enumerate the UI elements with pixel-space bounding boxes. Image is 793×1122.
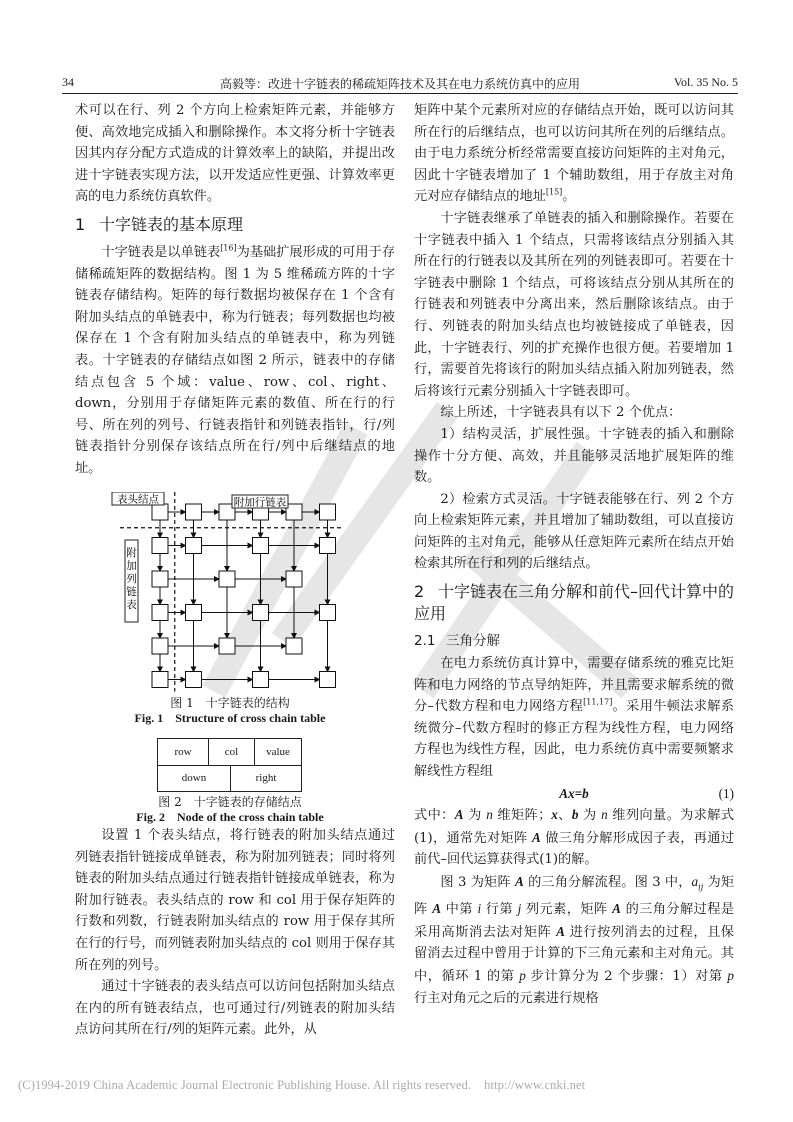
text-run: 为 — [578, 808, 602, 824]
paragraph-summary: 综上所述，十字链表具有以下 2 个优点： — [440, 405, 682, 421]
cross-chain-diagram — [110, 492, 350, 692]
page-number: 34 — [62, 75, 74, 89]
intro-paragraph-end: 术可以在行、列 2 个方向上检索矩阵元素，并能够方便、高效地完成插入和删除操作。本文将分析十字链表因其内存分配方式造成的计算效率上的缺陷，并提出改进十字链表实现方法，以开发适应性更强、计算效率更高的电力系统仿真软件。 — [75, 103, 395, 205]
citation-ref: [16] — [220, 243, 237, 253]
figure-1-caption-en: Fig. 1 Structure of cross chain table — [134, 711, 326, 725]
math-var: i — [477, 901, 482, 917]
node-fields-row-1 — [158, 739, 301, 766]
math-var: a — [691, 874, 699, 889]
section-2-title: 十字链表在三角分解和前代–回代计算中的应用 — [414, 582, 735, 624]
section-2-1-heading — [414, 631, 734, 651]
header-node — [152, 504, 168, 520]
text-run: 为基础扩展形成的可用于存储稀疏矩阵的数据结构。图 1 为 5 维稀疏方阵的十字链表存储结构。矩阵的每行数据均被保存在 1 个含有附加头结点的单链表中，称为行链表；每列数据也均被保存在 1 个含有附加头结点的单链表中，称为列链表。十字链表的存储结点如图 2 所示，链表中的存储结点包含 5 个域：value、row、col、right、down，分别用于存储矩阵元素的数值、所在行的行号、所在列的列号、行链表指针和列链表指针，行/列链表指针分别保存该结点所在行/列中后继结点的地址。 — [75, 244, 396, 476]
col-list-label-char: 链 — [126, 586, 137, 598]
col-list-label-char: 加 — [126, 560, 137, 572]
text-run: 。采用牛顿法求解系统微分–代数方程时的修正方程为线性方程，电力网络方程也为线性方程，因此，电力系统仿真中需要频繁求解线性方程组 — [414, 699, 735, 780]
math-var: n — [601, 807, 608, 823]
text-run: 维列向量。为求解式(1)，通常先对矩阵 — [414, 808, 735, 846]
figure-1 — [110, 492, 350, 725]
row-list-label: 附加行链表 — [233, 496, 287, 509]
col-list-label — [126, 546, 137, 611]
math-var: p — [727, 968, 734, 984]
column-head-node — [186, 504, 202, 520]
row-head-node — [152, 672, 168, 688]
text-run: 做三角分解形成因子表，再通过前代–回代运算获得式(1)的解。 — [414, 830, 734, 868]
text-run: 的三角分解过程是采用高斯消去法对矩阵 — [414, 902, 735, 940]
section-2-number: 2 — [414, 582, 425, 602]
advantage-2: 2）检索方式灵活。十字链表能够在行、列 2 个方向上检索矩阵元素，并且增加了辅助数组，可以直接访问矩阵的主对角元，能够从任意矩阵元素所在结点开始检索其所在行和列的后继结点。 — [414, 491, 734, 572]
row-head-node — [152, 538, 168, 554]
matrix-element-node — [219, 571, 235, 587]
paragraph-equation-explanation — [414, 804, 734, 871]
equation-body: Ax=b — [559, 785, 589, 801]
text-run: 十字链表是以单链表 — [101, 244, 221, 260]
matrix-element-node — [186, 538, 202, 554]
paragraph-figure-3 — [414, 871, 734, 1009]
paragraph-insert-delete: 十字链表继承了单链表的插入和删除操作。若要在十字链表中插入 1 个结点，只需将该结点分别插入其所在行的行链表以及其所在列的列链表即可。若要在十字链表中删除 1 个结点，可将该结点分别从其所在的行链表和列链表中分离出来，然后删除该结点。由于行、列链表的附加头结点也均被链接成了单链表，因此，十字链表行、列的扩充操作也很方便。若要增加 1 行，需要首先将该行的附加头结点插入附加列链表，然后将该行元素分别插入十字链表即可。 — [414, 210, 734, 399]
math-var: A — [556, 923, 565, 939]
figure-2-caption-en: Fig. 2 Node of the cross chain table — [136, 810, 324, 824]
advantage-1: 1）结构灵活，扩展性强。十字链表的插入和删除操作十分方便、高效，并且能够灵活地扩展矩阵的维数。 — [414, 426, 734, 486]
citation-ref: [15] — [545, 187, 563, 197]
matrix-element-node — [253, 538, 269, 554]
math-subscript: ij — [698, 882, 704, 892]
matrix-element-node — [186, 672, 202, 688]
section-2-1-title: 三角分解 — [446, 633, 500, 650]
section-2-1-number: 2.1 — [414, 633, 436, 650]
footer-url: http://www.cnki.net — [484, 1078, 586, 1092]
text-run: 式中： — [414, 808, 455, 824]
left-column-bottom — [75, 825, 395, 1041]
equation-1 — [414, 783, 734, 805]
running-header — [62, 73, 738, 94]
section-2-heading — [414, 581, 734, 625]
right-column — [414, 100, 734, 1009]
math-var: A — [514, 874, 524, 889]
col-list-label-char: 表 — [126, 599, 137, 611]
math-var: b — [571, 807, 579, 823]
text-run: 的三角分解流程。图 3 中， — [523, 875, 692, 890]
section-1-title: 十字链表的基本原理 — [99, 214, 244, 234]
col-list-label-char: 附 — [126, 547, 137, 559]
matrix-element-node — [286, 571, 302, 587]
row-head-node — [152, 605, 168, 621]
header-node-label: 表头结点 — [117, 493, 159, 506]
section-1-heading — [75, 214, 395, 236]
field-col: col — [209, 739, 255, 765]
paragraph-power-system — [414, 653, 734, 783]
text-run: 为矩阵 — [414, 875, 735, 918]
matrix-element-node — [320, 672, 336, 688]
field-right: right — [255, 772, 277, 784]
col-list-label-char: 列 — [126, 573, 137, 585]
text-run: 。 — [562, 189, 576, 205]
text-run: 进行按列消去的过程，且保留消去过程中曾用于计算的下三角元素和主对角元。其中，循环 1 的第 — [414, 924, 734, 985]
figure-2-captions — [110, 795, 350, 824]
text-run: 行第 — [481, 902, 518, 918]
figure-2-caption-cn: 图 2 十字链表的存储结点 — [158, 795, 302, 809]
paragraph-header-node: 设置 1 个表头结点，将行链表的附加头结点通过列链表指针链接成单链表，称为附加列链表；同时将列链表的附加头结点通过行链表指针链接成单链表，称为附加行链表。表头结点的 row 和 col 用于保存矩阵的行数和列数，行链表附加头结点的 row 用于保存其所在行的行号，而列链表附加头结点的 col 则用于保存其所在列的列号。 — [75, 828, 395, 973]
paragraph-continued — [414, 100, 734, 208]
math-var: A — [432, 901, 442, 917]
matrix-element-node — [219, 638, 235, 654]
math-var: A — [612, 901, 621, 917]
math-var: j — [517, 901, 522, 917]
matrix-element-node — [320, 605, 336, 621]
math-var: p — [519, 968, 526, 984]
field-row: row — [158, 739, 209, 765]
text-run: 维矩阵； — [492, 808, 552, 824]
left-column — [75, 100, 395, 480]
volume-info: Vol. 35 No. 5 — [673, 75, 738, 89]
paragraph-cross-list-definition — [75, 242, 395, 480]
text-run: 矩阵中某个元素所对应的存储结点开始，既可以访问其所在行的后继结点，也可以访问其所在列的后继结点。由于电力系统分析经常需要直接访问矩阵的主对角元，因此十字链表增加了 1 个辅助数组，用于存放主对角元对应存储结点的地址 — [414, 103, 734, 205]
equation-number: (1) — [718, 785, 734, 801]
matrix-element-node — [186, 605, 202, 621]
math-var: n — [486, 807, 493, 823]
row-head-node — [152, 638, 168, 654]
text-run: 步计算分为 2 个步骤：1）对第 — [525, 969, 728, 985]
math-var: x — [551, 807, 558, 823]
field-down: down — [158, 765, 231, 791]
section-1-number: 1 — [75, 214, 86, 234]
running-title: 高毅等：改进十字链表的稀疏矩阵技术及其在电力系统仿真中的应用 — [219, 77, 580, 91]
text-run: 、 — [557, 808, 572, 824]
matrix-element-node — [320, 538, 336, 554]
text-run: 图 3 为矩阵 — [440, 875, 515, 890]
matrix-element-node — [253, 605, 269, 621]
text-run: 行主对角元之后的元素进行规格 — [414, 990, 599, 1006]
citation-ref: [11,17] — [583, 697, 613, 707]
text-run: 中第 — [441, 902, 478, 918]
node-fields-row-2 — [158, 765, 301, 791]
field-value: value — [266, 746, 290, 758]
text-run: 列元素，矩阵 — [521, 902, 613, 918]
text-run: 为 — [463, 808, 487, 824]
math-var: A — [532, 829, 541, 845]
column-head-node — [320, 504, 336, 520]
matrix-element-node — [253, 672, 269, 688]
paragraph-access: 通过十字链表的表头结点可以访问包括附加头结点在内的所有链表结点，也可通过行/列链表的附加头结点访问其所在行/列的矩阵元素。此外，从 — [75, 979, 395, 1038]
math-var: A — [454, 807, 464, 823]
row-head-node — [152, 571, 168, 587]
copyright-text: (C)1994-2019 China Academic Journal Electronic Publishing House. All rights reserved. — [18, 1078, 472, 1092]
text-run: 在电力系统仿真计算中，需要存储系统的雅克比矩阵和电力网络的节点导纳矩阵，并且需要求解系统的微分–代数方程和电力网络方程 — [414, 656, 734, 715]
matrix-element-node — [286, 638, 302, 654]
copyright-footer — [18, 1078, 585, 1093]
figure-2-node-structure — [157, 738, 302, 792]
figure-1-caption-cn: 图 1 十字链表的结构 — [170, 696, 290, 710]
